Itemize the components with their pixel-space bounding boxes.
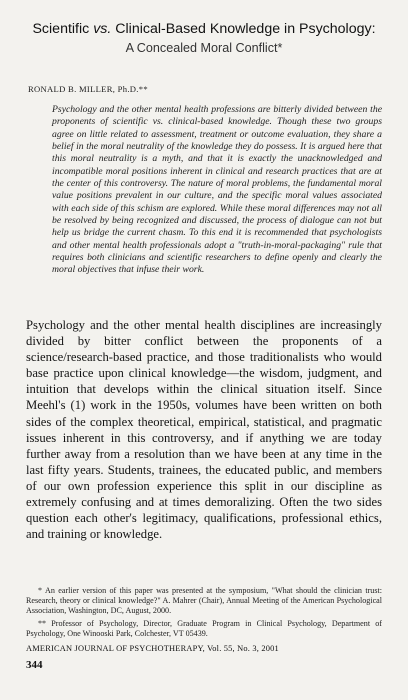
footnote-1: * An earlier version of this paper was presented at the symposium, "What should the clinician trust: Research, theory or clinical knowledge?" A. Mahrer (Chair), Annual Meeting of the American Psychological Association, Washington, DC, August, 2000.: [26, 586, 382, 615]
journal-citation: AMERICAN JOURNAL OF PSYCHOTHERAPY, Vol. 55, No. 3, 2001: [26, 644, 279, 653]
author-line: RONALD B. MILLER, Ph.D.**: [28, 84, 148, 94]
article-subtitle: A Concealed Moral Conflict*: [125, 41, 283, 55]
title-part-2: Clinical-Based Knowledge in Psychology:: [111, 21, 376, 37]
page-number: 344: [26, 659, 43, 671]
title-part-1: Scientific: [32, 21, 94, 37]
title-vs: vs.: [93, 21, 112, 37]
abstract: Psychology and the other mental health professions are bitterly divided between the proponents of scientific vs. clinical-based knowledge. Though these two groups agree on little related to assessment, treatment or outcome evaluation, they share a belief in the moral neutrality of the knowledge they do possess. It is argued here that this moral neutrality is a myth, and that it is exactly the unacknowledged and incompatible moral positions inherent in clinical and research practices that are at the center of this controversy. The nature of moral problems, the fundamental moral value positions prevalent in our culture, and the specific moral values associated with each side of this schism are explored. While these moral differences may not all be resolved by being recognized and discussed, the process of dialogue can not but help us bridge the current chasm. To this end it is recommended that psychologists and other mental health professionals adopt a "truth-in-moral-packaging" rule that requires both clinicians and scientific researchers to define openly and clearly the moral objectives that infuse their work.: [52, 104, 382, 276]
footnote-2: ** Professor of Psychology, Director, Graduate Program in Clinical Psychology, Department of Psychology, One Winooski Park, Colchester, VT 05439.: [26, 619, 382, 638]
body-paragraph: Psychology and the other mental health disciplines are increasingly divided by bitter conflict between the proponents of a science/research-based practice, and those traditionalists who would base practice upon clinical knowledge—the wisdom, judgment, and intuition that develops within the clinical situation itself. Since Meehl's (1) work in the 1950s, volumes have been written on both sides of the complex theoretical, empirical, statistical, and pragmatic issues inherent in this controversy, and if anything we are today further away from a resolution than we have been at any time in the last fifty years. Students, trainees, the educated public, and members of our own profession experience this split in our discipline as extremely confusing and at times demoralizing. Often the two sides question each other's legitimacy, qualifications, professional ethics, and training or knowledge.: [26, 318, 382, 542]
article-title: [0, 20, 408, 38]
